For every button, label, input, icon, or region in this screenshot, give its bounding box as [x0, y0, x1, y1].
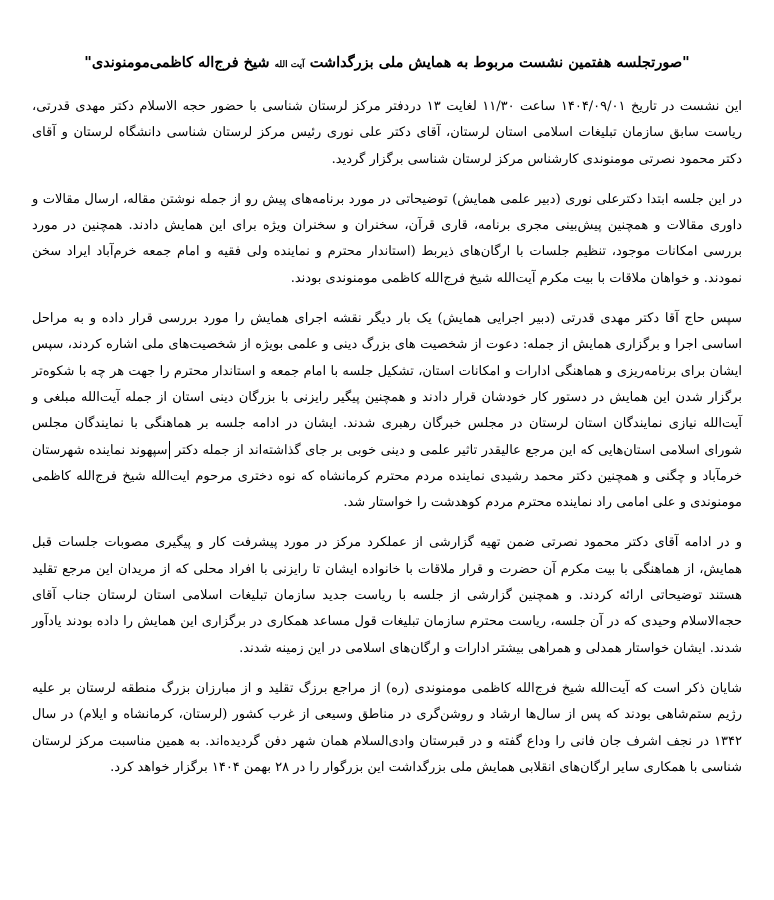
paragraph-scientific-secretary[interactable]: در این جلسه ابتدا دکترعلی نوری (دبیر علمی همایش) توضیحاتی در مورد برنامه‌های پیش رو از جمله نوشتن مقاله، ارسال مقالات و داوری مقالات و همچنین پیش‌بینی مجری برنامه، قاری قرآن، سخنران و سخنران ویژه برای این همایش دادند. همچنین در مورد بررسی امکانات موجود، تنظیم جلسات با ارگان‌های ذیربط (استاندار محترم و نماینده ولی فقیه و امام جمعه خرم‌آباد ایراد سخن نمودند. و خواهان ملاقات با بیت مکرم آیت‌الله شیخ فرج‌الله کاظمی مومنوندی بودند.	[32, 191, 742, 286]
title-text-end: شیخ فرج‌اله کاظمی‌مومنوندی"	[84, 54, 275, 71]
title-text-start: "صورتجلسه هفتمین نشست مربوط به همایش ملی بزرگداشت	[304, 54, 690, 71]
title-honorific-small: آیت الله	[274, 60, 305, 70]
paragraph-executive-part3: آباد و چگنی و همچنین دکتر محمد رشیدی نماینده مردم محترم کرمانشاه که نوه دختری مرحوم ایت‌الله شیخ فرج‌الله کاظمی مومنوندی و علی امامی راد نماینده محترم مردم کوهدشت را خواستار شد.	[32, 468, 742, 511]
text-cursor	[169, 441, 170, 459]
document-page	[32, 52, 742, 795]
paragraph-biography[interactable]: شایان ذکر است که آیت‌الله شیخ فرج‌الله کاظمی مومنوندی (ره) از مراجع برزگ تقلید و از مبارزان بزرگ منطقه لرستان بر علیه رژیم ستم‌شاهی بودند که پس از سال‌ها ارشاد و روشن‌گری در مناطق وسیعی از غرب کشور (لرستان، کرمانشاه و ایلام) در سال ۱۳۴۲ در نجف اشرف جان فانی را وداع گفته و در قبرستان وادی‌السلام همان شهر دفن گردیده‌اند. به همین مناسبت مرکز لرستان شناسی با همکاری سایر ارگان‌های انقلابی همایش ملی بزرگداشت این بزرگوار را در ۲۸ بهمن ۱۴۰۴ برگزار خواهد کرد.	[32, 680, 742, 775]
paragraph-executive-part2: سپهوند نماینده شهرستان خرم	[32, 442, 742, 484]
paragraph-executive-part1: سپس حاج آقا دکتر مهدی قدرتی (دبیر اجرایی همایش) یک بار دیگر نقشه اجرای همایش را مورد بررسی قرار داده و به مراحل اساسی اجرا و برگزاری همایش از جمله: دعوت از شخصیت های بزرگ دینی و علمی بویژه از شخصیت‌های ملی اشاره کردند، سپس ایشان برای برنامه‌ریزی و هماهنگی ادارات و امکانات استان، تشکیل جلسه با امام جمعه و استاندار محترم را جهت هر چه با شکوه‌تر برگزار شدن این همایش در دستور کار خودشان قرار دادند و همچنین پیگیر رایزنی با بزرگان دینی استان از جمله آیت‌الله مبلغی و آیت‌الله نیازی نمایندگان استان لرستان در مجلس خبرگان رهبری شدند. ایشان در ادامه جلسه بر هماهنگی با نمایندگان مجلس شورای اسلامی استان‌هایی که این مرجع عالیقدر تاثیر علمی و دینی خوبی بر جای گذاشته‌اند از جمله دکتر	[32, 311, 742, 458]
document-title	[32, 52, 742, 76]
paragraph-meeting-info[interactable]: این نشست در تاریخ ۱۴۰۴/۰۹/۰۱ ساعت ۱۱/۳۰ لغایت ۱۳ دردفتر مرکز لرستان شناسی با حضور حجه الاسلام دکتر مهدی قدرتی، ریاست سابق سازمان تبلیغات اسلامی استان لرستان، آقای دکتر علی نوری رئیس مرکز لرستان شناسی دانشگاه لرستان و آقای دکتر محمود نصرتی مومنوندی کارشناس مرکز لرستان شناسی برگزار گردید.	[32, 99, 743, 167]
paragraph-executive-secretary[interactable]	[32, 306, 742, 516]
paragraph-progress-report[interactable]: و در ادامه آقای دکتر محمود نصرتی ضمن تهیه گزارشی از عملکرد مرکز در مورد پیشرفت کار و پیگیری مصوبات جلسات قبل همایش، از هماهنگی با بیت مکرم آن حضرت و قرار ملاقات با خانواده ایشان تا رایزنی با افراد محلی که از مریدان این مرجع تقلید هستند توضیحاتی ارائه کردند. و همچنین گزارشی از جلسه با ریاست جدید سازمان تبلیغات اسلامی استان لرستان جناب آقای حجه‌الاسلام وحیدی که در آن جلسه، ریاست محترم سازمان تبلیغات قول مساعد همکاری در برگزاری این همایش را داده بودند یادآور شدند. ایشان خواستار همدلی و همراهی بیشتر ادارات و ارگان‌های اسلامی در این زمینه شدند.	[32, 535, 742, 656]
